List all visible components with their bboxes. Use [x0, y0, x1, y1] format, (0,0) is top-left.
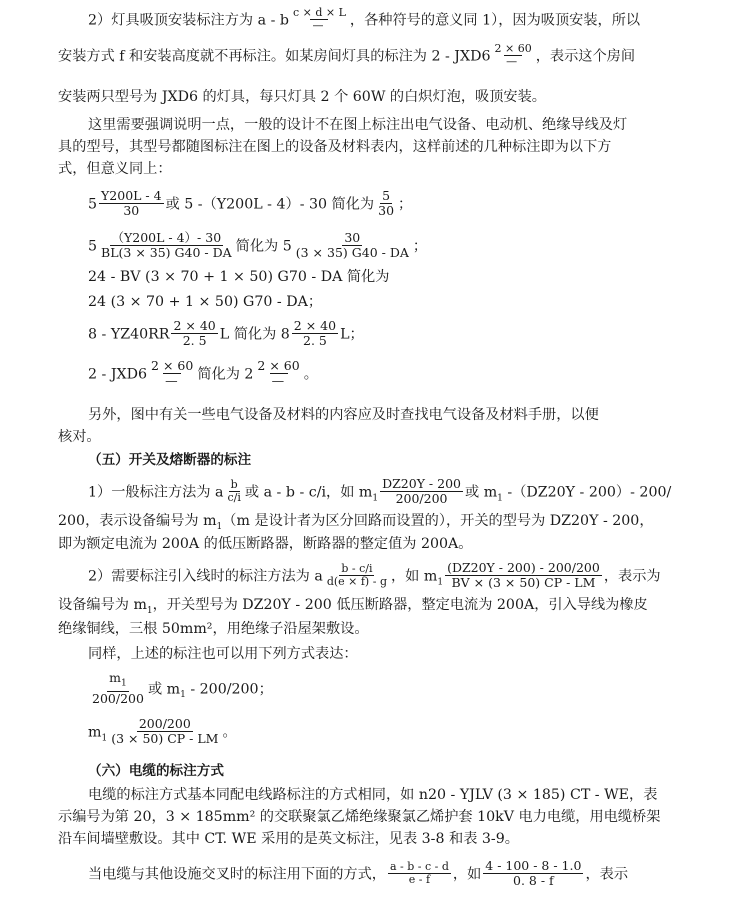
formula-line: 5 $\frac{(Y200L - 4)- 30}{BL(3 \times 35) G40 - DA}$ 简化为 5 $\frac{30}{(3 \times 35) G40 - DA}$ ；: [88, 230, 428, 260]
text-line: 2）灯具吸顶安装标注方为 a - b $\frac{c \times d \times L}{—}$ ，各种符号的意义同 1），因为吸顶安装，所以: [88, 6, 641, 32]
formula-line: $m_1$ $\frac{200/200}{(3 \times 50) CP - LM}$ 。: [88, 716, 237, 746]
formula-line: 5 $\frac{Y200L - 4}{30}$ 或 5 -（Y200L - 4）- 30 简化为 $\frac{5}{30}$ ；: [88, 188, 413, 218]
fraction: $\frac{(DZ20Y - 200) - 200/200}{BV \times (3 \times 50) CP - LM}$: [447, 560, 600, 590]
fraction: $\frac{2 \times 60}{—}$: [494, 42, 532, 68]
fraction: $\frac{30}{(3 \times 35) G40 - DA}$: [295, 230, 409, 260]
text-line: 示编号为第 20，3 × 185mm² 的交联聚氯乙烯绝缘聚氯乙烯护套 10kV 电力电缆，用电缆桥架: [58, 809, 661, 825]
fraction: $\frac{2 \times 60}{—}$: [151, 358, 194, 388]
fraction: $\frac{2 \times 40}{2. 5}$: [173, 318, 216, 348]
formula-line: 24 - BV (3 × 70 + 1 × 50) G70 - DA 简化为: [88, 269, 390, 285]
text-line: 当电缆与其他设施交叉时的标注用下面的方式， $\frac{a - b - c - d}{e - f}$ ，如 $\frac{4 - 100 - 8 - 1.0}{0. 8 - f}$ ，表示: [88, 858, 629, 888]
text-line: 2）需要标注引入线时的标注方法为 a $\frac{b - c/i}{d(e \times f) - g}$ ，如 $m_1$ $\frac{(DZ20Y - 200) - 200/200}{BV \times (3 \times 50) CP - LM}$ ，表示为: [88, 560, 661, 590]
text-line: 设备编号为 $m_1$，开关型号为 DZ20Y - 200 低压断路器，整定电流为 200A，引入导线为橡皮: [58, 597, 648, 616]
fraction: $\frac{b}{c/i}$: [227, 478, 241, 504]
text-line: 安装方式 f 和安装高度就不再标注。如某房间灯具的标注为 2 - JXD6 $\frac{2 \times 60}{—}$ ，表示这个房间: [58, 42, 636, 68]
text-line: 沿车间墙壁敷设。其中 CT. WE 采用的是英文标注，见表 3-8 和表 3-9。: [58, 831, 519, 847]
formula-line: 24 (3 × 70 + 1 × 50) G70 - DA；: [88, 294, 323, 310]
fraction: $\frac{2 \times 40}{2. 5}$: [293, 318, 337, 348]
text-line: 同样，上述的标注也可以用下列方式表达：: [88, 646, 358, 662]
text-line: 核对。: [58, 429, 101, 445]
fraction: $\frac{(Y200L - 4)- 30}{BL(3 \times 35) G40 - DA}$: [101, 230, 232, 260]
fraction: $\frac{c \times d \times L}{—}$: [292, 6, 346, 32]
text-line: 安装两只型号为 JXD6 的灯具，每只灯具 2 个 60W 的白炽灯泡，吸顶安装。: [58, 89, 546, 105]
fraction: $\frac{5}{30}$: [378, 188, 395, 218]
text-line: 1）一般标注方法为 a $\frac{b}{c/i}$ 或 a - b - c/i，如 $m_1$ $\frac{DZ20Y - 200}{200/200}$ 或 $m_1$ -（DZ20Y - 200）- 200/: [88, 476, 672, 506]
text-line: 电缆的标注方式基本同配电线路标注的方式相同，如 n20 - YJLV (3 × 185) CT - WE，表: [88, 787, 658, 803]
section-heading: （六）电缆的标注方式: [88, 763, 224, 779]
fraction: $\frac{b - c/i}{d(e \times f) - g}$: [326, 562, 387, 588]
fraction: $\frac{m_1}{200/200}$: [92, 670, 144, 706]
text-line: 即为额定电流为 200A 的低压断路器，断路器的整定值为 200A。: [58, 536, 473, 552]
text-line: 另外，图中有关一些电气设备及材料的内容应及时查找电气设备及材料手册，以便: [88, 407, 599, 423]
formula-line: $\frac{m_1}{200/200}$ 或 $m_1 - 200/200$；: [92, 670, 273, 706]
text-line: 绝缘铜线，三根 50mm²，用绝缘子沿屋架敷设。: [58, 621, 369, 637]
formula-line: 8 - YZ40RR $\frac{2 \times 40}{2. 5}$ L 简化为 8 $\frac{2 \times 40}{2. 5}$ L；: [88, 318, 364, 348]
fraction: $\frac{4 - 100 - 8 - 1.0}{0. 8 - f}$: [485, 858, 582, 888]
fraction: $\frac{2 \times 60}{—}$: [257, 358, 300, 388]
section-heading: （五）开关及熔断器的标注: [88, 452, 252, 468]
formula-line: 2 - JXD6 $\frac{2 \times 60}{—}$ 简化为 2 $\frac{2 \times 60}{—}$ 。: [88, 358, 318, 388]
fraction: $\frac{Y200L - 4}{30}$: [101, 188, 162, 218]
text-line: 200，表示设备编号为 $m_1(m$ 是设计者为区分回路而设置的），开关的型号为 DZ20Y - 200，: [58, 513, 654, 532]
text-line: 式，但意义同上：: [58, 161, 172, 177]
text-line: 这里需要强调说明一点，一般的设计不在图上标注出电气设备、电动机、绝缘导线及灯: [88, 117, 628, 133]
fraction: $\frac{a - b - c - d}{e - f}$: [389, 860, 449, 886]
fraction: $\frac{200/200}{(3 \times 50) CP - LM}$: [111, 716, 219, 746]
fraction: $\frac{DZ20Y - 200}{200/200}$: [382, 476, 461, 506]
text-line: 具的型号，其型号都随图标注在图上的设备及材料表内，这样前述的几种标注即为以下方: [58, 139, 612, 155]
